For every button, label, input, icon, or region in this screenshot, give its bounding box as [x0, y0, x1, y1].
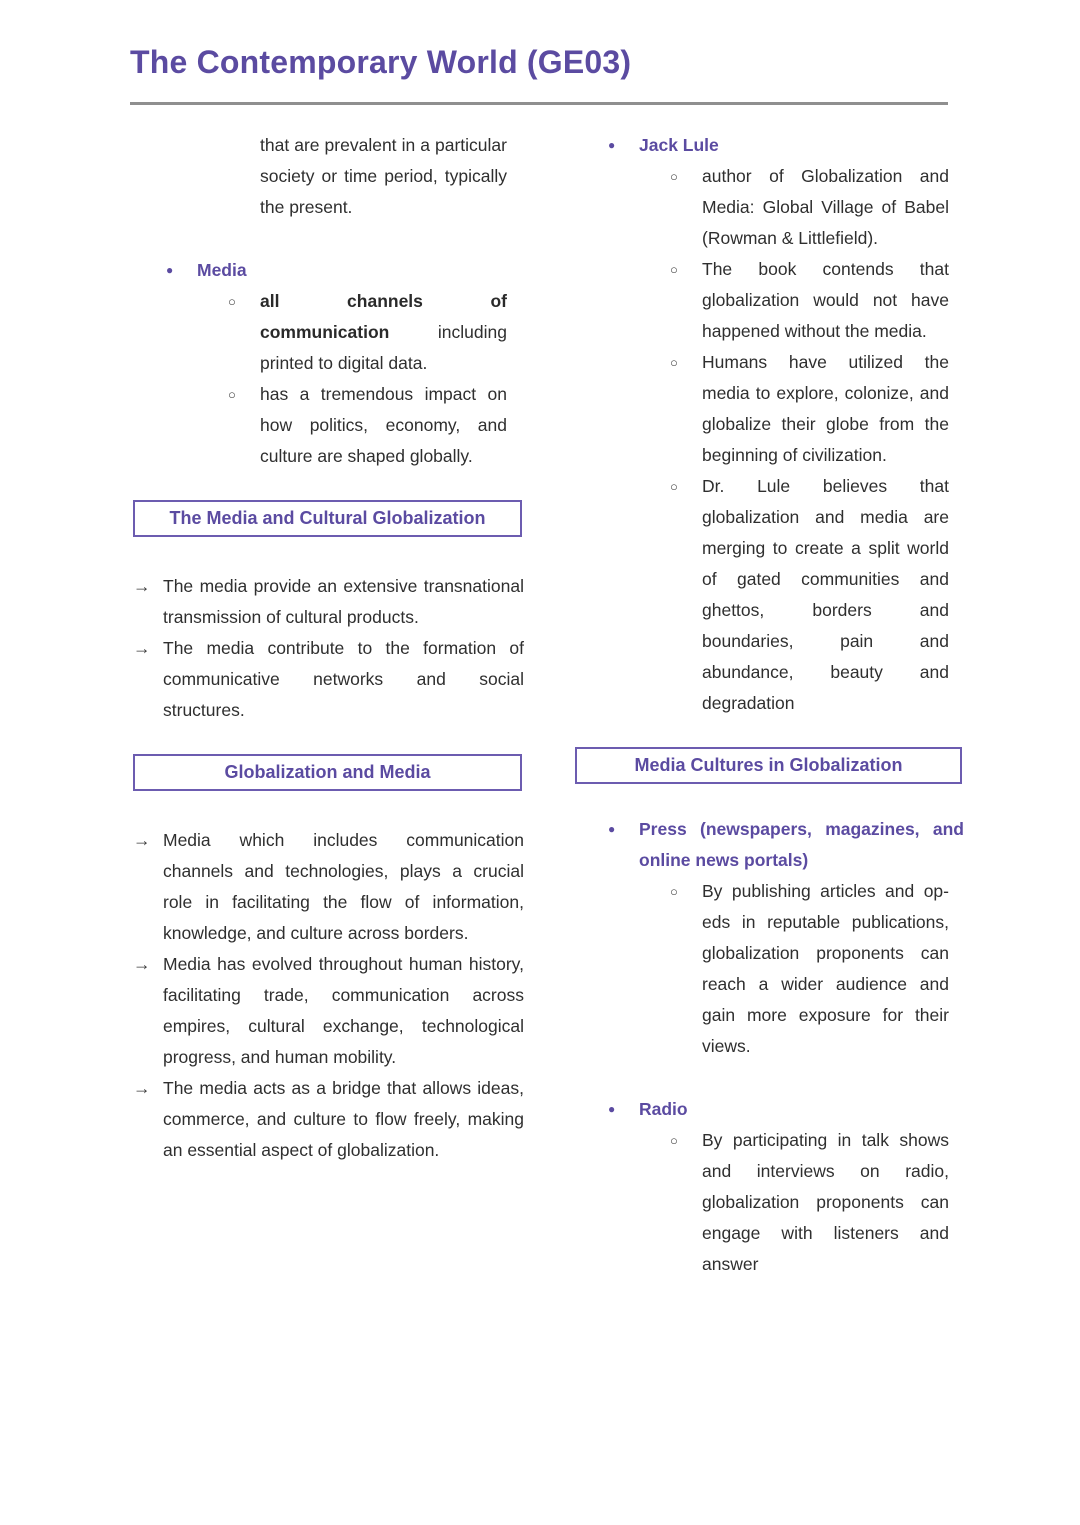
circle-bullet-icon: ○: [670, 169, 678, 184]
term-label: Radio: [639, 1099, 688, 1119]
term-label: Media: [197, 260, 247, 280]
bullet-icon: ●: [608, 1102, 616, 1116]
arrow-bullet-icon: →: [133, 954, 151, 974]
title-divider: [130, 102, 948, 105]
list-item: [572, 876, 964, 1062]
left-column: [130, 130, 524, 1166]
list-item-media: [130, 255, 524, 286]
list-item-text: [260, 286, 507, 379]
arrow-bullet-icon: →: [133, 576, 151, 596]
list-item-text: has a tremendous impact on how politics, economy, and culture are shaped globally.: [260, 384, 507, 466]
circle-bullet-icon: ○: [670, 884, 678, 899]
circle-bullet-icon: ○: [670, 355, 678, 370]
term-label: Press (newspapers, magazines, and online news portals): [639, 819, 964, 870]
list-item-text: By participating in talk shows and interviews on radio, globalization proponents can engage with listeners and answer: [702, 1130, 949, 1274]
list-item-text: Media has evolved throughout human history, facilitating trade, communication across empires, cultural exchange, technological progress, and human mobility.: [163, 954, 524, 1067]
arrow-bullet-icon: →: [133, 638, 151, 658]
bullet-icon: ●: [608, 138, 616, 152]
list-item-jack-lule: [572, 130, 964, 161]
list-item-text: Humans have utilized the media to explore, colonize, and globalize their globe from the beginning of civilization.: [702, 352, 949, 465]
list-item-text: The book contends that globalization would not have happened without the media.: [702, 259, 949, 341]
circle-bullet-icon: ○: [670, 262, 678, 277]
list-item-text: By publishing articles and op-eds in reputable publications, globalization proponents can reach a wider audience and gain more exposure for their views.: [702, 881, 949, 1056]
list-item-radio: [572, 1094, 964, 1125]
section-heading-box: The Media and Cultural Globalization: [133, 500, 522, 537]
list-item: [130, 1073, 524, 1166]
regular-text: including printed to digital data.: [260, 322, 507, 373]
term-label: Jack Lule: [639, 135, 719, 155]
list-item: [130, 633, 524, 726]
circle-bullet-icon: ○: [670, 479, 678, 494]
list-item-text: Media which includes communication channels and technologies, plays a crucial role in facilitating the flow of information, knowledge, and culture across borders.: [163, 830, 524, 943]
page-title: The Contemporary World (GE03): [130, 44, 632, 80]
list-item-text: The media provide an extensive transnational transmission of cultural products.: [163, 576, 524, 627]
continuation-paragraph: that are prevalent in a particular society or time period, typically the present.: [260, 135, 507, 217]
list-item: [130, 949, 524, 1073]
section-heading-box: Media Cultures in Globalization: [575, 747, 962, 784]
list-item-press: [572, 814, 964, 876]
list-item: [130, 286, 524, 379]
bullet-icon: ●: [166, 263, 174, 277]
list-item: [572, 254, 964, 347]
list-item: [130, 379, 524, 472]
list-item: [572, 471, 964, 719]
section-heading-box: Globalization and Media: [133, 754, 522, 791]
circle-bullet-icon: ○: [228, 387, 236, 402]
list-item: [130, 571, 524, 633]
right-column: [572, 130, 964, 1280]
list-item: [572, 161, 964, 254]
arrow-bullet-icon: →: [133, 1078, 151, 1098]
list-item-text: author of Globalization and Media: Global Village of Babel (Rowman & Littlefield).: [702, 166, 949, 248]
circle-bullet-icon: ○: [670, 1133, 678, 1148]
list-item: [572, 347, 964, 471]
bullet-icon: ●: [608, 822, 616, 836]
list-item: [572, 1125, 964, 1280]
list-item-text: The media contribute to the formation of communicative networks and social structures.: [163, 638, 524, 720]
list-item-text: Dr. Lule believes that globalization and media are merging to create a split world of gated communities and ghettos, borders and boundaries, pain and abundance, beauty and degradation: [702, 476, 949, 713]
arrow-bullet-icon: →: [133, 830, 151, 850]
bold-text: all channels of communication: [260, 291, 507, 342]
list-item-text: The media acts as a bridge that allows ideas, commerce, and culture to flow freely, making an essential aspect of globalization.: [163, 1078, 524, 1160]
circle-bullet-icon: ○: [228, 294, 236, 309]
list-item: [130, 825, 524, 949]
